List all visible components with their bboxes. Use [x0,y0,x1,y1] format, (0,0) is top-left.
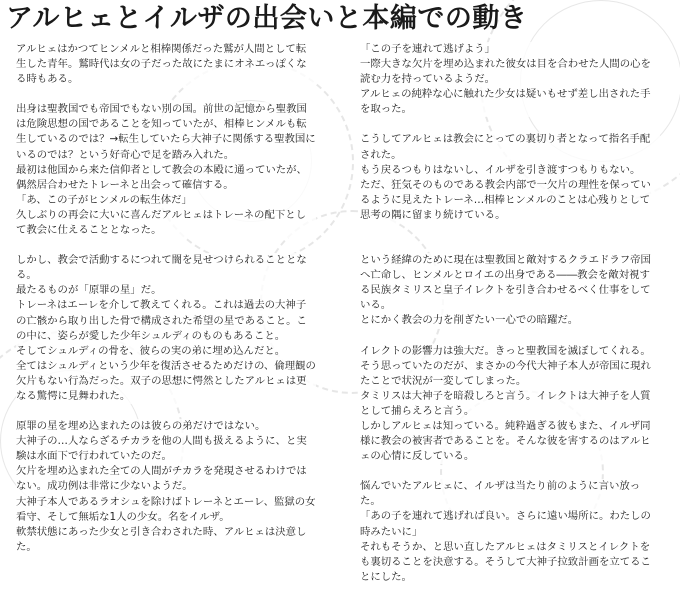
paragraph: こうしてアルヒェは教会にとっての裏切り者となって指名手配された。 もう戻るつもりはないし、イルザを引き渡すつもりもない。 ただ、狂気そのものである教会内部で一欠片の理性を保っているように見えたトレーネ…相棒ヒンメルのことは心残りとして思考の隅に留まり続けている。 [360,132,660,223]
paragraph: アルヒェはかつてヒンメルと相棒関係だった鷲が人間として転生した青年。鷲時代は女の子だった故にたまにオネエっぽくなる時もある。 [16,42,316,87]
paragraph: しかし、教会で活動するにつれて闇を見せつけられることとなる。 最たるものが「原罪の星」だ。 トレーネはエーレを介して教えてくれる。これは過去の大神子の亡骸から取り出した骨で構成された希望の星であること。この中に、姿らが愛した少年シュルディのものもあること。 そしてシュルディの骨を、彼らの実の弟に埋め込んだと。 全てはシュルディという少年を復活させるためだけの、倫理観の欠片もない行為だった。双子の思想に愕然としたアルヒェは更なる驚愕に見舞われた。 [16,253,316,404]
paragraph: 原罪の星を埋め込まれたのは彼らの弟だけではない。 大神子の…人ならざるチカラを他の人間も扱えるように、と実験は水面下で行われていたのだ。 欠片を埋め込まれた全ての人間がチカラを発現させるわけではない。成功例は非常に少ないようだ。 大神子本人であるラオシュを除けばトレーネとエーレ、監獄の女看守、そして無垢な1人の少女。名をイルザ。 軟禁状態にあった少女と引き合わされた時、アルヒェは決意した。 [16,419,316,555]
paragraph: という経緯のために現在は聖教国と敵対するクラエドラフ帝国へ亡命し、ヒンメルとロイエの出身である――教会を敵対視する民族タミリスと皇子イレクトを引き合わせるべく仕事をしている。 とにかく教会の力を削ぎたい一心での暗躍だ。 [360,253,660,328]
paragraph: 出身は聖教国でも帝国でもない別の国。前世の記憶から聖教国は危険思想の国であることを知っていたが、相棒ヒンメルも転生しているのでは？→転生していたら大神子に関係する聖教国にいるのでは？という好奇心で足を踏み入れた。 最初は他国から来た信仰者として教会の本殿に通っていたが、偶然居合わせたトレーネと出会って確信する。 「あ、この子がヒンメルの転生体だ」 久しぶりの再会に大いに喜んだアルヒェはトレーネの配下として教会に仕えることとなった。 [16,102,316,238]
right-text-column [360,42,660,600]
paragraph: 悩んでいたアルヒェに、イルザは当たり前のように言い放った。 「あの子を連れて逃げれば良い。さらに遠い場所に。わたしの時みたいに」 それもそうか、と思い直したアルヒェはタミリスとイレクトをも裏切ることを決意する。そうして大神子拉致計画を立てることにした。 [360,479,660,585]
paragraph: イレクトの影響力は強大だ。きっと聖教国を滅ぼしてくれる。 そう思っていたのだが、まさかの今代大神子本人が帝国に現れたことで状況が一変してしまった。 タミリスは大神子を暗殺しろと言う。イレクトは大神子を人質として捕らえろと言う。 しかしアルヒェは知っている。純粋過ぎる彼もまた、イルザ同様に教会の被害者であることを。そんな彼を害するのはアルヒェの心情に反している。 [360,344,660,465]
left-text-column [16,42,316,570]
paragraph: 「この子を連れて逃げよう」 一際大きな欠片を埋め込まれた彼女は目を合わせた人間の心を読む力を持っているようだ。 アルヒェの純粋な心に触れた少女は疑いもせず差し出された手を取った。 [360,42,660,117]
page-title: アルヒェとイルザの出会いと本編での動き [6,3,528,34]
